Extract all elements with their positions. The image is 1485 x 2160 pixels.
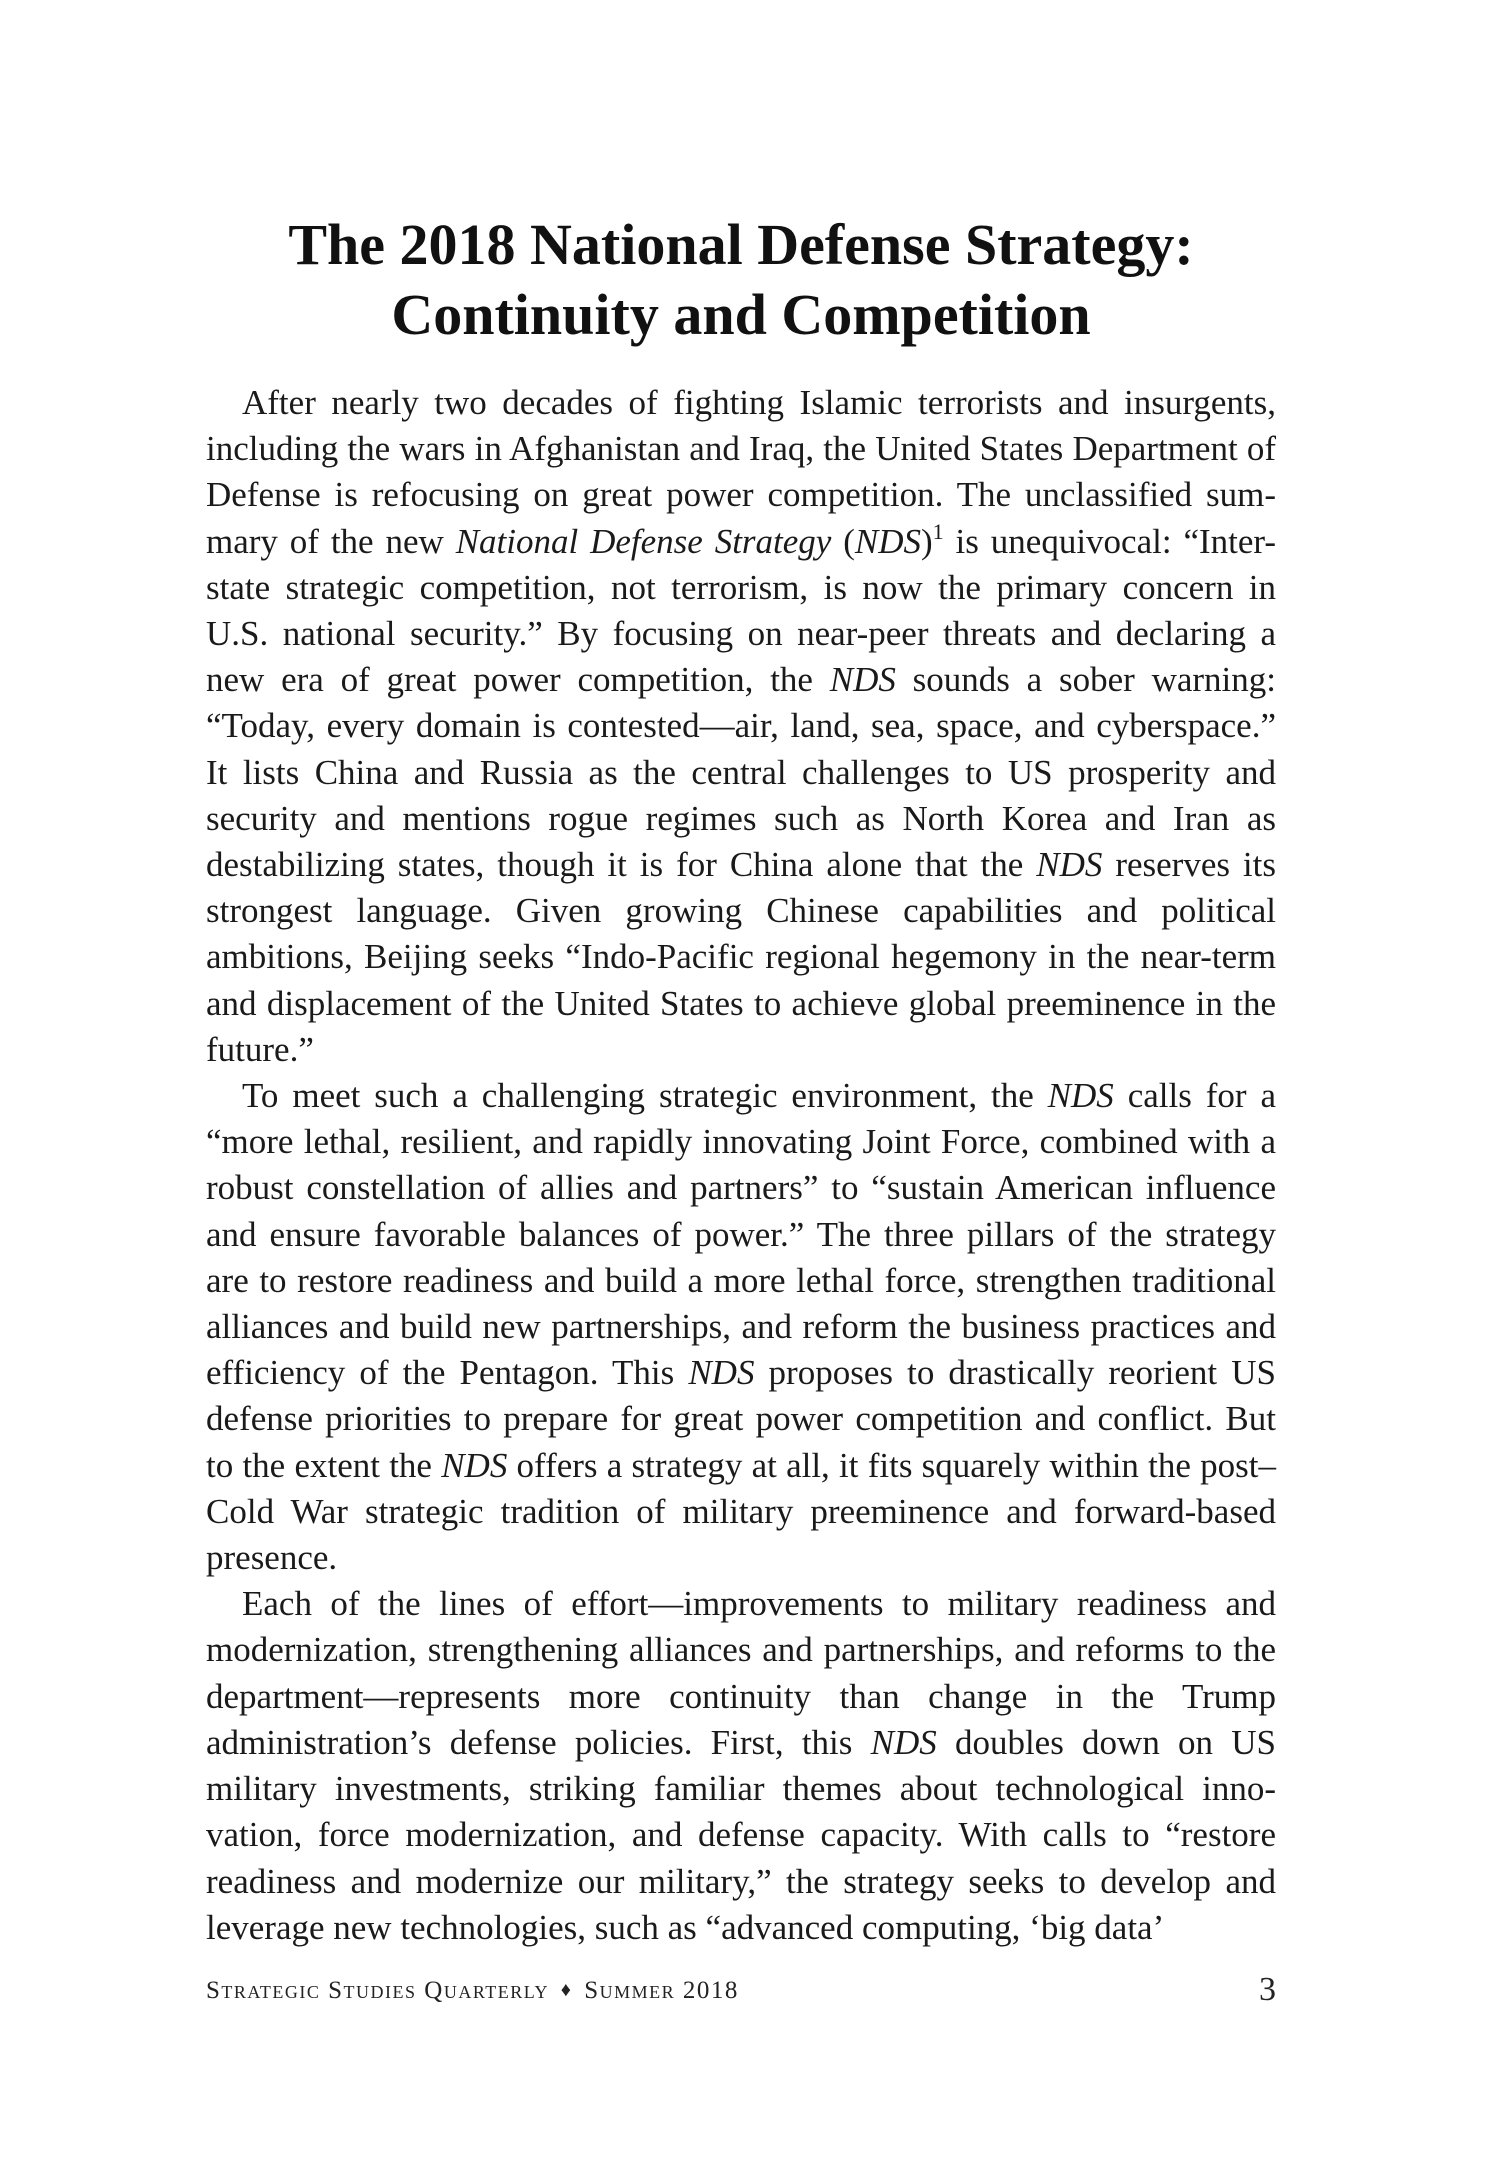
title-line-2: Continuity and Competition (391, 282, 1091, 347)
paragraph-2: To meet such a challenging strategic environment, the NDS calls for a “more lethal, resilient, and rapidly innovating Joint Force, combined with a robust constellation of allies and partners” to “sustain American influence and ensure favorable balances of power.” The three pillars of the strategy are to restore readiness and build a more lethal force, strengthen traditional alliances and build new partnerships, and reform the business practices and efficiency of the Pentagon. This NDS proposes to drastically reorient US defense priorities to prepare for great power competition and conflict. But to the extent the NDS offers a strategy at all, it fits squarely within the post–Cold War strategic tradition of military preeminence and forward-based presence. (206, 1076, 1276, 1578)
issue-date: Summer 2018 (584, 1977, 739, 2004)
running-footer (206, 1977, 739, 2005)
document-page (206, 0, 1276, 2160)
article-body (206, 380, 1276, 1951)
title-line-1: The 2018 National Defense Strategy: (288, 212, 1194, 277)
page-number: 3 (1259, 1971, 1276, 2008)
article-title (206, 210, 1276, 350)
page-footer (206, 1971, 1276, 2015)
paragraph-1: After nearly two decades of fighting Islamic terrorists and insurgents, including the wars in Afghanistan and Iraq, the United States Department of Defense is refocusing on great power competition. The unclassified summary of the new National Defense Strategy (NDS)$^1$ is unequivocal: “Inter-state strategic competition, not terrorism, is now the primary concern in U.S. national security.” By focusing on near-peer threats and declaring a new era of great power competition, the NDS sounds a sober warning: “Today, every domain is contested—air, land, sea, space, and cyberspace.” It lists China and Russia as the central challenges to US prosperity and security and mentions rogue regimes such as North Korea and Iran as destabilizing states, though it is for China alone that the NDS reserves its strongest language. Given growing Chinese capabilities and political ambitions, Beijing seeks “Indo-Pacific regional hegemony in the near-term and displacement of the United States to achieve global preeminence in the future.” (206, 383, 1277, 1069)
footnote-marker[interactable]: 1 (932, 518, 944, 544)
paragraph-3: Each of the lines of effort—improvements to military readiness and modernization, strengthening alliances and partnerships, and reforms to the department—represents more continuity than change in the Trump administration’s defense policies. First, this NDS doubles down on US military investments, striking familiar themes about technological innovation, force modernization, and defense capacity. With calls to “restore readiness and modernize our military,” the strategy seeks to develop and leverage new technologies, such as “advanced computing, ‘big data’ (206, 1584, 1276, 1947)
journal-name: Strategic Studies Quarterly (206, 1977, 549, 2004)
diamond-separator-icon: ♦ (560, 1979, 573, 2001)
